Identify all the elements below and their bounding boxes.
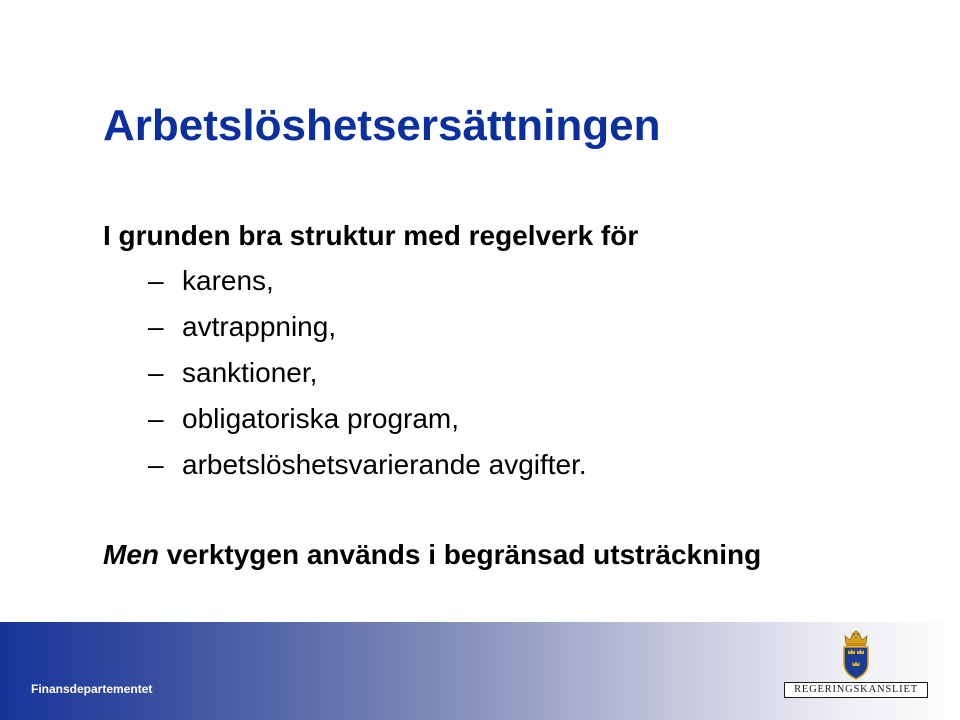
bullet-list xyxy=(148,262,587,492)
lead-text: I grunden bra struktur med regelverk för xyxy=(103,220,639,251)
slide-title: Arbetslöshetsersättningen xyxy=(103,101,661,150)
bullet-text: avtrappning, xyxy=(182,311,337,342)
closing-emphasis: Men xyxy=(103,539,159,570)
list-item xyxy=(148,354,587,400)
bullet-dash: – xyxy=(148,357,164,388)
list-item xyxy=(148,262,587,308)
regeringskansliet-logo xyxy=(784,630,930,700)
closing-rest: verktygen används i begränsad utsträckning xyxy=(159,539,762,570)
bullet-dash: – xyxy=(148,449,164,480)
list-item xyxy=(148,400,587,446)
bullet-text: sanktioner, xyxy=(182,357,318,388)
swedish-crown-shield-icon xyxy=(840,630,872,680)
logo-wordmark: REGERINGSKANSLIET xyxy=(784,682,928,698)
bullet-dash: – xyxy=(148,403,164,434)
bullet-text: karens, xyxy=(182,265,274,296)
list-item xyxy=(148,446,587,492)
bullet-text: obligatoriska program, xyxy=(182,403,460,434)
list-item xyxy=(148,308,587,354)
bullet-text: arbetslöshetsvarierande avgifter. xyxy=(182,449,587,480)
bullet-dash: – xyxy=(148,265,164,296)
closing-text xyxy=(103,535,761,575)
bullet-dash: – xyxy=(148,311,164,342)
footer-department: Finansdepartementet xyxy=(31,682,153,696)
